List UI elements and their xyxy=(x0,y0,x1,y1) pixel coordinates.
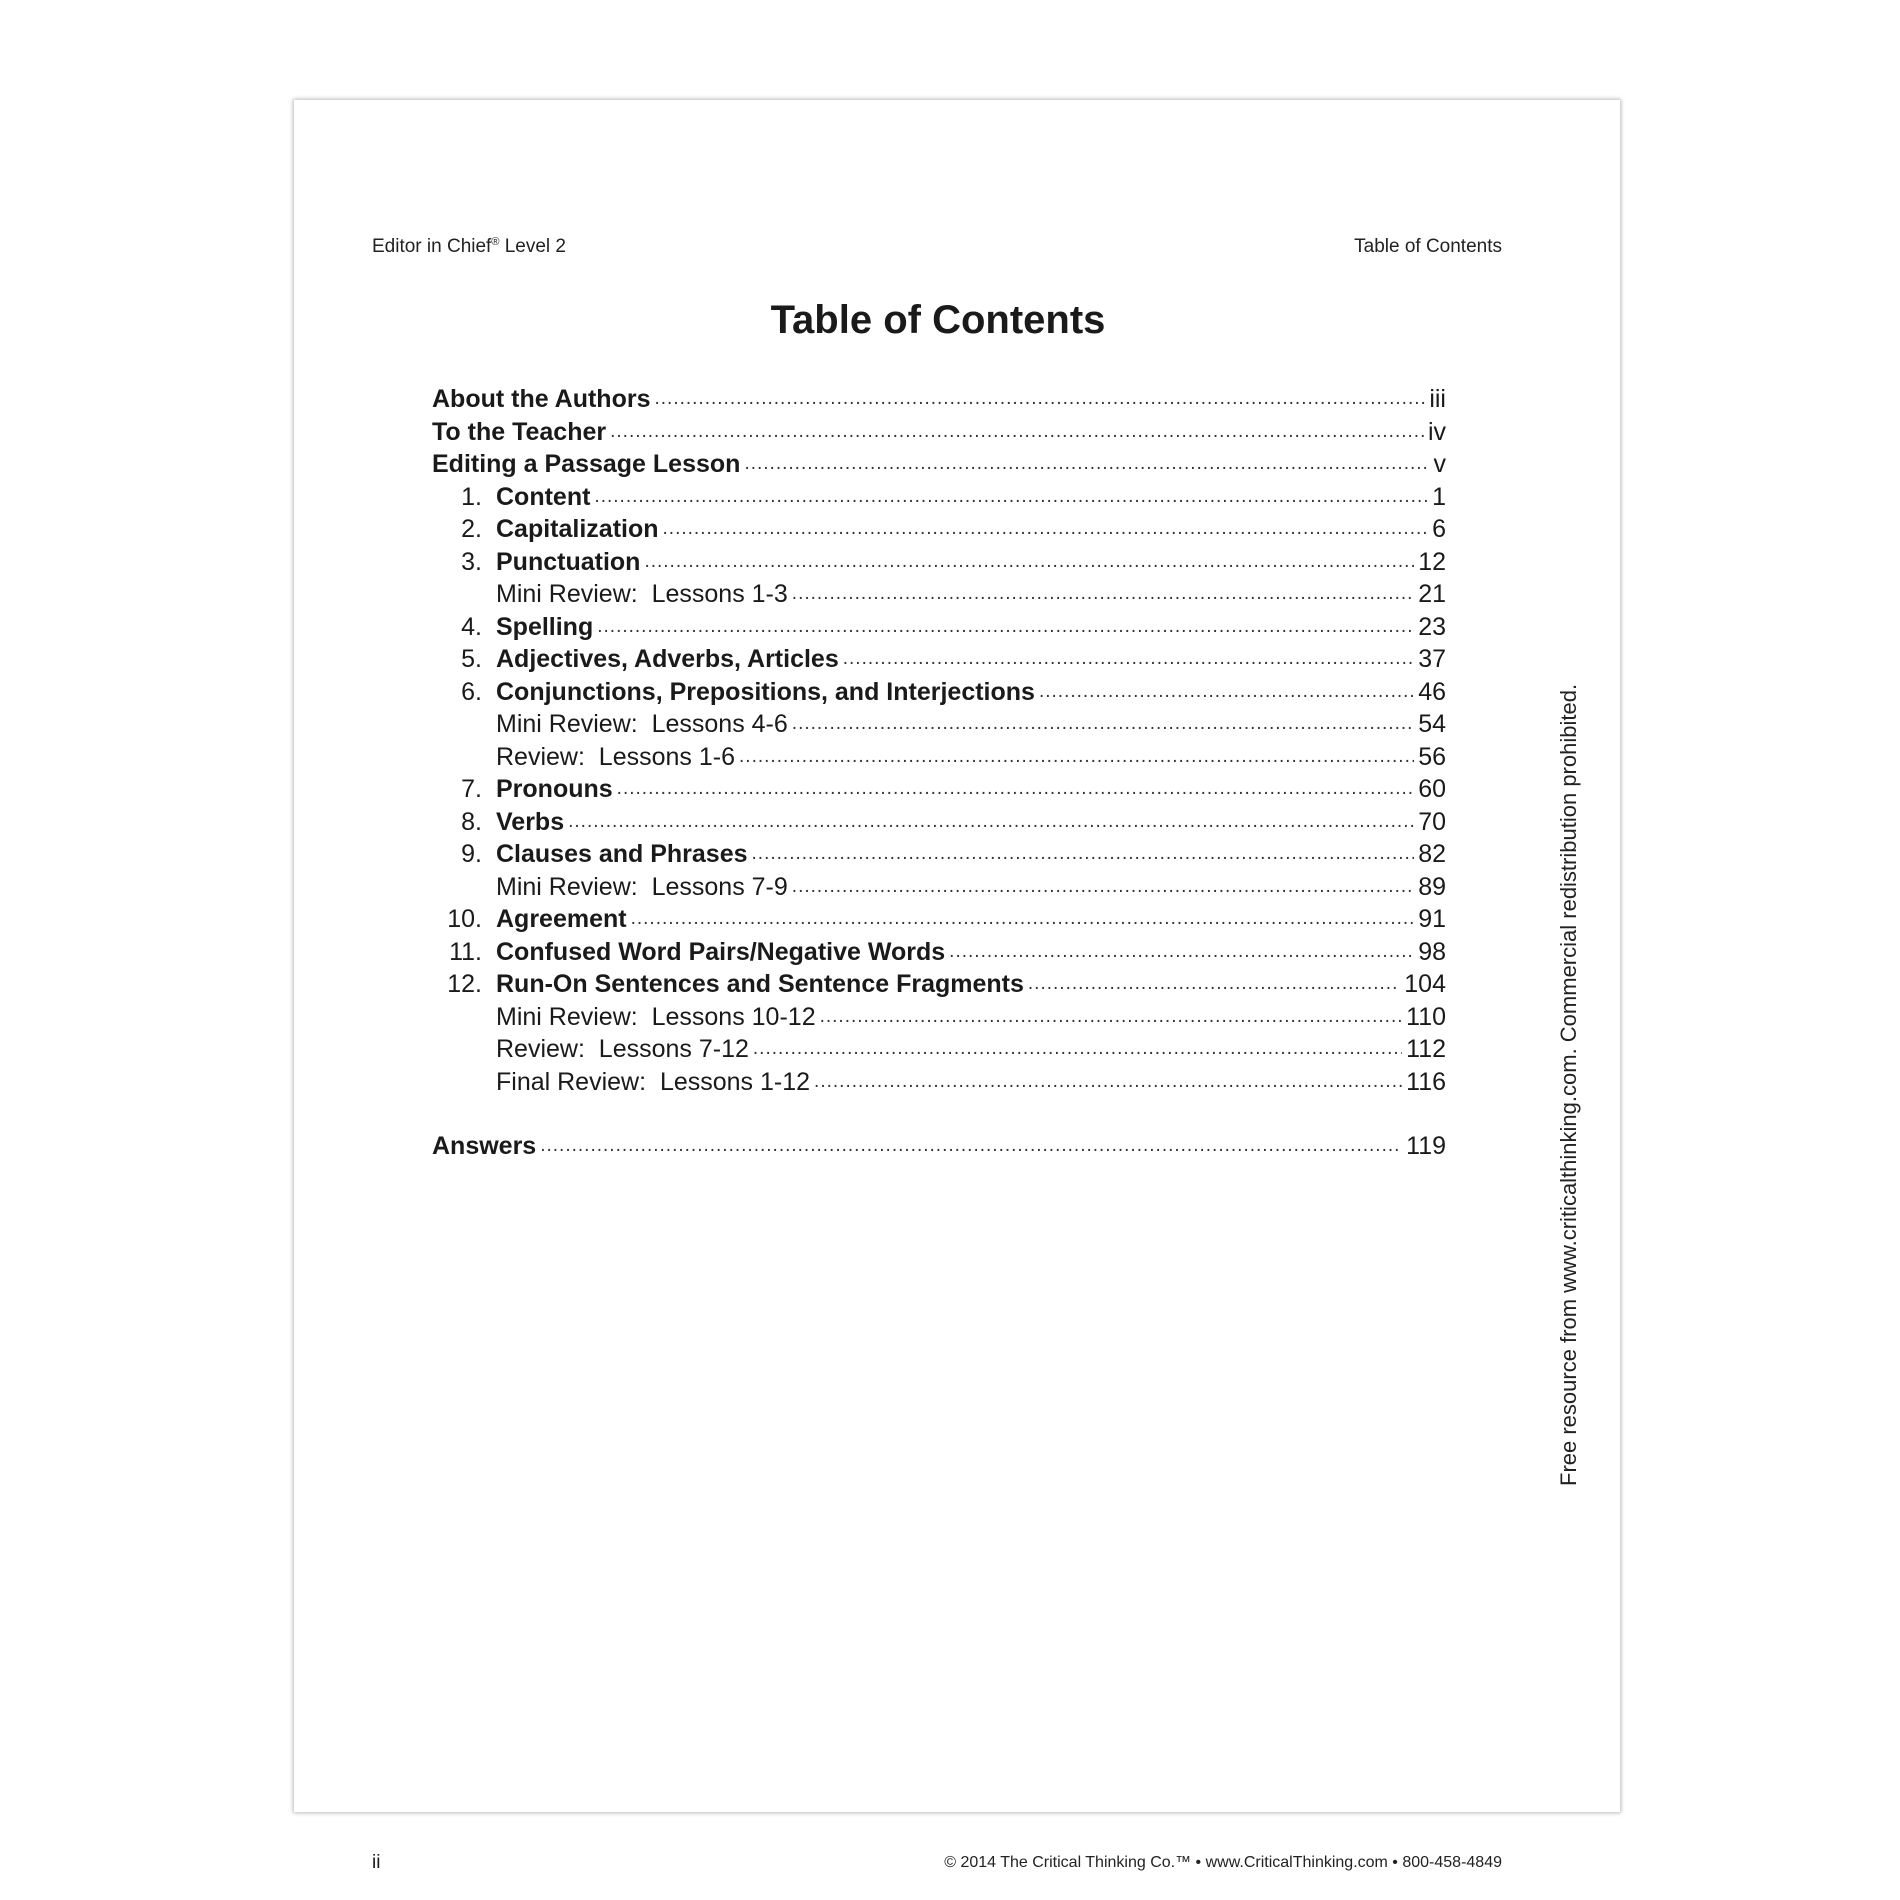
toc-dot-leader xyxy=(752,837,1415,862)
toc-entry xyxy=(432,967,1446,1000)
toc-entry-page: 23 xyxy=(1418,612,1446,641)
toc-dot-leader xyxy=(744,447,1429,472)
toc-entry-number: 4. xyxy=(461,612,482,641)
toc-entry-title: About the Authors xyxy=(432,385,651,413)
toc-dot-leader xyxy=(792,870,1414,895)
toc-entry xyxy=(432,707,1446,740)
toc-entry-title: Punctuation xyxy=(496,547,641,576)
copyright-footer: © 2014 The Critical Thinking Co.™ • www.CriticalThinking.com • 800-458-4849 xyxy=(944,1854,1502,1871)
toc-dot-leader xyxy=(597,610,1414,635)
toc-entry-number: 10. xyxy=(447,905,482,933)
document-page: Editor in Chief® Level 2 Table of Contents Table of Contents About the Authors ..... iii To the Teacher ..... iv Editing a Passage Lesson ..... v 1. Content ..... 1 2. Capitalization ..... 6 3. Punctuation ..... 12 Mini Review: Lessons 1-3 ..... 21 4. Spelling ..... 23 5. Adjectives, Adverbs, Articles ..... 37 6. Conjunctions, Prepositions, and Interjections ..... 46 Mini Review: Lessons 4-6 ..... 54 Review: Lessons 1-6 ..... 56 7. Pronouns ..... 60 8. Verbs ..... 70 9. Clauses and Phrases ..... 82 Mini Review: Lessons 7-9 ..... 89 10. Agreement ..... 91 11. Confused Word Pairs/Negative Words ..... 98 12. Run-On Sentences and Sentence Fragments ..... 104 Mini Review: Lessons 10-12 ..... 110 Review: Lessons 7-12 ..... 112 Final Review: Lessons 1-12 ..... 116 Answers ..... 119 Free resource from www.criticalthinking.com. Commercial redistribution prohibited. ii © 2014 The Critical Thinking Co.™ • www.CriticalThinking.com • 800-458-4849 xyxy=(294,100,1620,1812)
toc-dot-leader xyxy=(949,935,1414,960)
toc-entry xyxy=(432,902,1446,935)
toc-entry xyxy=(432,870,1446,903)
toc-dot-leader xyxy=(540,1129,1402,1154)
toc-dot-leader xyxy=(792,577,1414,602)
toc-entry-page: 91 xyxy=(1418,905,1446,933)
toc-dot-leader xyxy=(814,1065,1402,1090)
toc-dot-leader xyxy=(753,1032,1402,1057)
toc-entry-title: To the Teacher xyxy=(432,417,607,446)
toc-entry-number: 6. xyxy=(461,677,482,706)
toc-dot-leader xyxy=(594,480,1428,505)
toc-entry-title: Capitalization xyxy=(496,515,659,543)
toc-dot-leader xyxy=(739,740,1414,765)
toc-entry-page: 70 xyxy=(1418,807,1446,836)
toc-entry xyxy=(432,480,1446,513)
toc-entry xyxy=(432,805,1446,838)
toc-entry-page: 82 xyxy=(1418,840,1446,868)
toc-entry-page: 98 xyxy=(1418,937,1446,966)
toc-entry-title: Mini Review: Lessons 10-12 xyxy=(496,1002,816,1031)
toc-dot-leader xyxy=(610,415,1424,440)
toc-entry-page: 104 xyxy=(1404,970,1446,998)
toc-entry xyxy=(432,1129,1446,1162)
toc-dot-leader xyxy=(644,545,1414,570)
toc-dot-leader xyxy=(631,902,1415,927)
toc-entry-page: v xyxy=(1433,450,1446,478)
table-of-contents xyxy=(432,382,1446,1162)
toc-entry-number: 2. xyxy=(461,515,482,543)
toc-entry-page: 54 xyxy=(1418,710,1446,738)
toc-entry-number: 7. xyxy=(461,775,482,803)
toc-entry-page: iv xyxy=(1427,417,1446,446)
toc-entry xyxy=(432,1065,1446,1098)
toc-dot-leader xyxy=(843,642,1414,667)
toc-entry xyxy=(432,512,1446,545)
toc-dot-leader xyxy=(820,1000,1403,1025)
toc-entry-title: Editing a Passage Lesson xyxy=(432,450,741,478)
page-number: ii xyxy=(372,1852,381,1873)
toc-entry-title: Review: Lessons 7-12 xyxy=(496,1035,749,1063)
toc-entry-title: Mini Review: Lessons 4-6 xyxy=(496,710,788,738)
toc-dot-leader xyxy=(1028,967,1400,992)
toc-entry-title: Content xyxy=(496,482,591,511)
toc-entry-page: 46 xyxy=(1418,677,1446,706)
toc-entry-number: 5. xyxy=(461,645,482,673)
toc-entry-title: Verbs xyxy=(496,807,565,836)
toc-entry-title: Spelling xyxy=(496,612,594,641)
toc-entry-number: 3. xyxy=(461,547,482,576)
toc-entry xyxy=(432,1032,1446,1065)
toc-entry-title: Answers xyxy=(432,1132,537,1160)
toc-entry-title: Pronouns xyxy=(496,775,613,803)
toc-dot-leader xyxy=(568,805,1414,830)
toc-entry-number: 11. xyxy=(449,937,482,966)
toc-entry-title: Run-On Sentences and Sentence Fragments xyxy=(496,970,1024,998)
toc-entry xyxy=(432,415,1446,448)
toc-entry-page: 110 xyxy=(1406,1002,1446,1031)
page-title: Table of Contents xyxy=(770,298,1106,342)
toc-entry-page: iii xyxy=(1429,385,1446,413)
toc-entry-page: 89 xyxy=(1418,872,1446,901)
toc-entry xyxy=(432,642,1446,675)
toc-entry-number: 12. xyxy=(447,970,482,998)
toc-dot-leader xyxy=(654,382,1425,407)
toc-dot-leader xyxy=(663,512,1429,537)
toc-entry-page: 6 xyxy=(1432,515,1446,543)
toc-entry-title: Mini Review: Lessons 7-9 xyxy=(496,872,788,901)
toc-dot-leader xyxy=(617,772,1415,797)
toc-entry-page: 60 xyxy=(1418,775,1446,803)
toc-entry-page: 112 xyxy=(1406,1035,1446,1063)
toc-entry-number: 9. xyxy=(461,840,482,868)
toc-entry-number: 8. xyxy=(461,807,482,836)
toc-entry xyxy=(432,837,1446,870)
toc-entry xyxy=(432,577,1446,610)
toc-entry-page: 1 xyxy=(1432,482,1446,511)
toc-entry-title: Adjectives, Adverbs, Articles xyxy=(496,645,839,673)
toc-entry-title: Confused Word Pairs/Negative Words xyxy=(496,937,946,966)
toc-entry-title: Final Review: Lessons 1-12 xyxy=(496,1067,811,1096)
toc-entry xyxy=(432,772,1446,805)
toc-entry-page: 12 xyxy=(1418,547,1446,576)
toc-dot-leader xyxy=(792,707,1414,732)
toc-entry xyxy=(432,545,1446,578)
toc-entry-title: Agreement xyxy=(496,905,627,933)
toc-entry xyxy=(432,610,1446,643)
toc-entry xyxy=(432,935,1446,968)
toc-dot-leader xyxy=(1039,675,1414,700)
toc-entry-page: 56 xyxy=(1418,742,1446,771)
toc-entry-page: 119 xyxy=(1406,1132,1446,1160)
toc-entry-title: Clauses and Phrases xyxy=(496,840,748,868)
toc-entry-page: 116 xyxy=(1406,1067,1446,1096)
toc-entry-title: Conjunctions, Prepositions, and Interjections xyxy=(496,677,1035,706)
running-head-section: Table of Contents xyxy=(1354,236,1502,257)
toc-entry-page: 37 xyxy=(1418,645,1446,673)
running-head-book-title: Editor in Chief® Level 2 xyxy=(372,236,566,257)
toc-entry xyxy=(432,382,1446,415)
toc-entry xyxy=(432,740,1446,773)
toc-entry xyxy=(432,675,1446,708)
toc-entry xyxy=(432,1000,1446,1033)
toc-entry-page: 21 xyxy=(1418,580,1446,608)
toc-entry xyxy=(432,447,1446,480)
toc-entry-title: Mini Review: Lessons 1-3 xyxy=(496,580,788,608)
toc-entry-title: Review: Lessons 1-6 xyxy=(496,742,736,771)
toc-entry-number: 1. xyxy=(461,482,482,511)
